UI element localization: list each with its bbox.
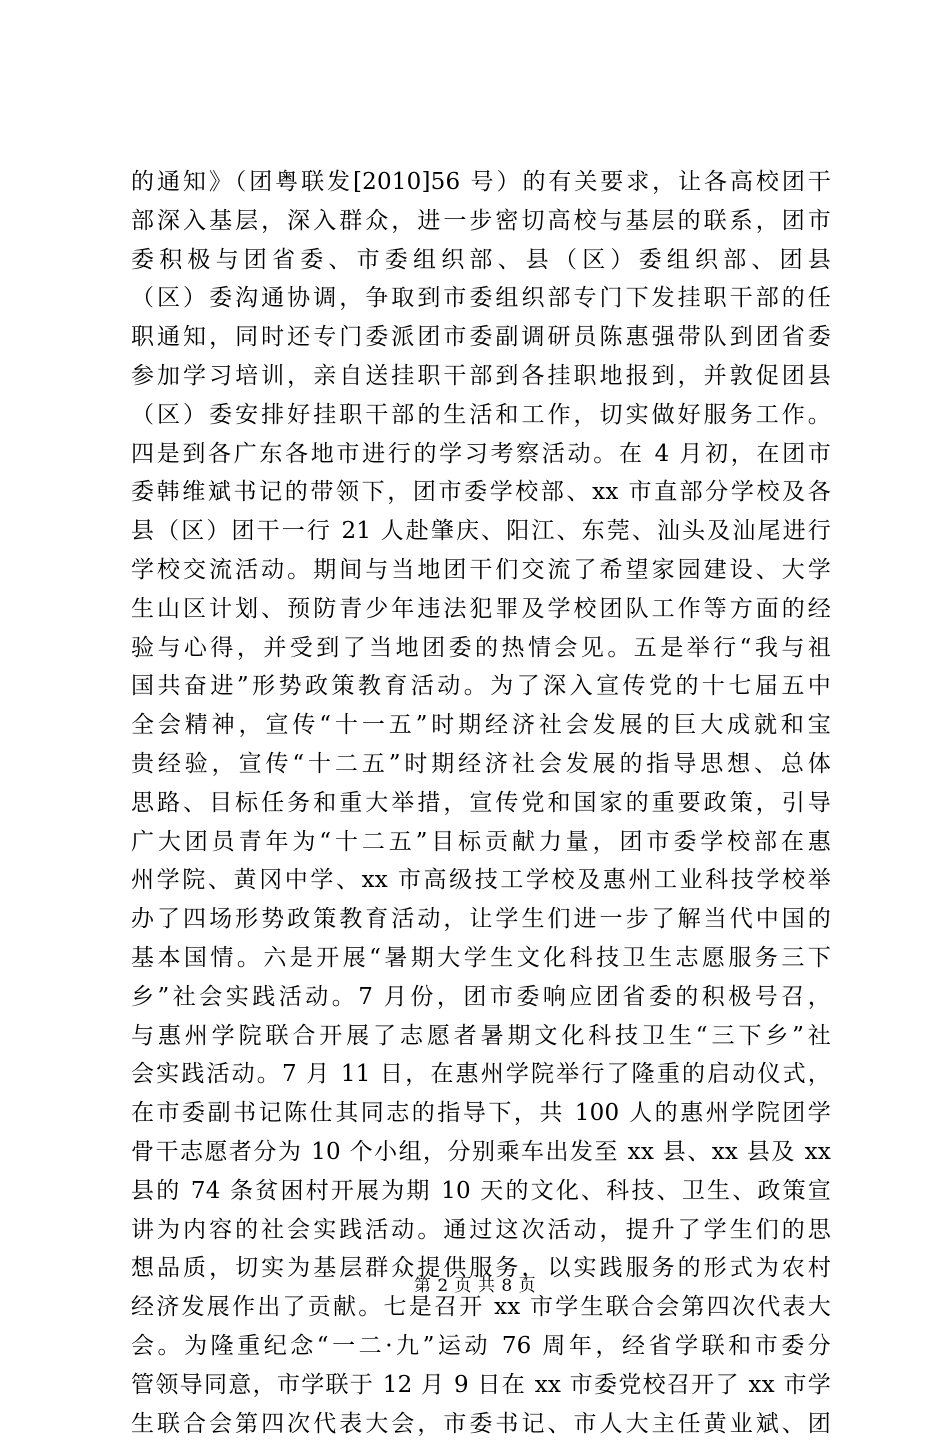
text-line: （区）委沟通协调，争取到市委组织部专门下发挂职干部的任: [131, 279, 831, 318]
page-footer: 第 2 页 共 8 页: [0, 1275, 950, 1297]
text-line: 会。为隆重纪念“一二·九”运动 76 周年，经省学联和市委分: [131, 1327, 831, 1366]
body-text: [131, 163, 831, 1443]
text-line: 思路、目标任务和重大举措，宣传党和国家的重要政策，引导: [131, 784, 831, 823]
text-line: 会实践活动。7 月 11 日，在惠州学院举行了隆重的启动仪式，: [131, 1055, 831, 1094]
text-line: 骨干志愿者分为 10 个小组，分别乘车出发至 xx 县、xx 县及 xx: [131, 1133, 831, 1172]
text-line: 四是到各广东各地市进行的学习考察活动。在 4 月初，在团市: [131, 435, 831, 474]
text-line: 管领导同意，市学联于 12 月 9 日在 xx 市委党校召开了 xx 市学: [131, 1366, 831, 1405]
text-line: 部深入基层，深入群众，进一步密切高校与基层的联系，团市: [131, 202, 831, 241]
text-line: 经济发展作出了贡献。七是召开 xx 市学生联合会第四次代表大: [131, 1288, 831, 1327]
text-line: 国共奋进”形势政策教育活动。为了深入宣传党的十七届五中: [131, 667, 831, 706]
text-line: 州学院、黄冈中学、xx 市高级技工学校及惠州工业科技学校举: [131, 861, 831, 900]
text-line: 参加学习培训，亲自送挂职干部到各挂职地报到，并敦促团县: [131, 357, 831, 396]
text-line: 生联合会第四次代表大会，市委书记、市人大主任黄业斌、团: [131, 1405, 831, 1443]
text-line: 与惠州学院联合开展了志愿者暑期文化科技卫生“三下乡”社: [131, 1017, 831, 1056]
text-line: 验与心得，并受到了当地团委的热情会见。五是举行“我与祖: [131, 629, 831, 668]
text-line: 生山区计划、预防青少年违法犯罪及学校团队工作等方面的经: [131, 590, 831, 629]
text-line: 办了四场形势政策教育活动，让学生们进一步了解当代中国的: [131, 900, 831, 939]
text-line: 的通知》（团粤联发[2010]56 号）的有关要求，让各高校团干: [131, 163, 831, 202]
text-line: 委积极与团省委、市委组织部、县（区）委组织部、团县: [131, 241, 831, 280]
text-line: 在市委副书记陈仕其同志的指导下，共 100 人的惠州学院团学: [131, 1094, 831, 1133]
text-line: 广大团员青年为“十二五”目标贡献力量，团市委学校部在惠: [131, 823, 831, 862]
text-line: 县的 74 条贫困村开展为期 10 天的文化、科技、卫生、政策宣: [131, 1172, 831, 1211]
text-line: 乡”社会实践活动。7 月份，团市委响应团省委的积极号召，: [131, 978, 831, 1017]
text-line: 职通知，同时还专门委派团市委副调研员陈惠强带队到团省委: [131, 318, 831, 357]
text-line: 全会精神，宣传“十一五”时期经济社会发展的巨大成就和宝: [131, 706, 831, 745]
text-line: 学校交流活动。期间与当地团干们交流了希望家园建设、大学: [131, 551, 831, 590]
text-line: 基本国情。六是开展“暑期大学生文化科技卫生志愿服务三下: [131, 939, 831, 978]
text-line: 县（区）团干一行 21 人赴肇庆、阳江、东莞、汕头及汕尾进行: [131, 512, 831, 551]
text-line: 想品质，切实为基层群众提供服务，以实践服务的形式为农村: [131, 1249, 831, 1288]
text-line: 委韩维斌书记的带领下，团市委学校部、xx 市直部分学校及各: [131, 473, 831, 512]
text-line: （区）委安排好挂职干部的生活和工作，切实做好服务工作。: [131, 396, 831, 435]
text-line: 讲为内容的社会实践活动。通过这次活动，提升了学生们的思: [131, 1211, 831, 1250]
text-line: 贵经验，宣传“十二五”时期经济社会发展的指导思想、总体: [131, 745, 831, 784]
